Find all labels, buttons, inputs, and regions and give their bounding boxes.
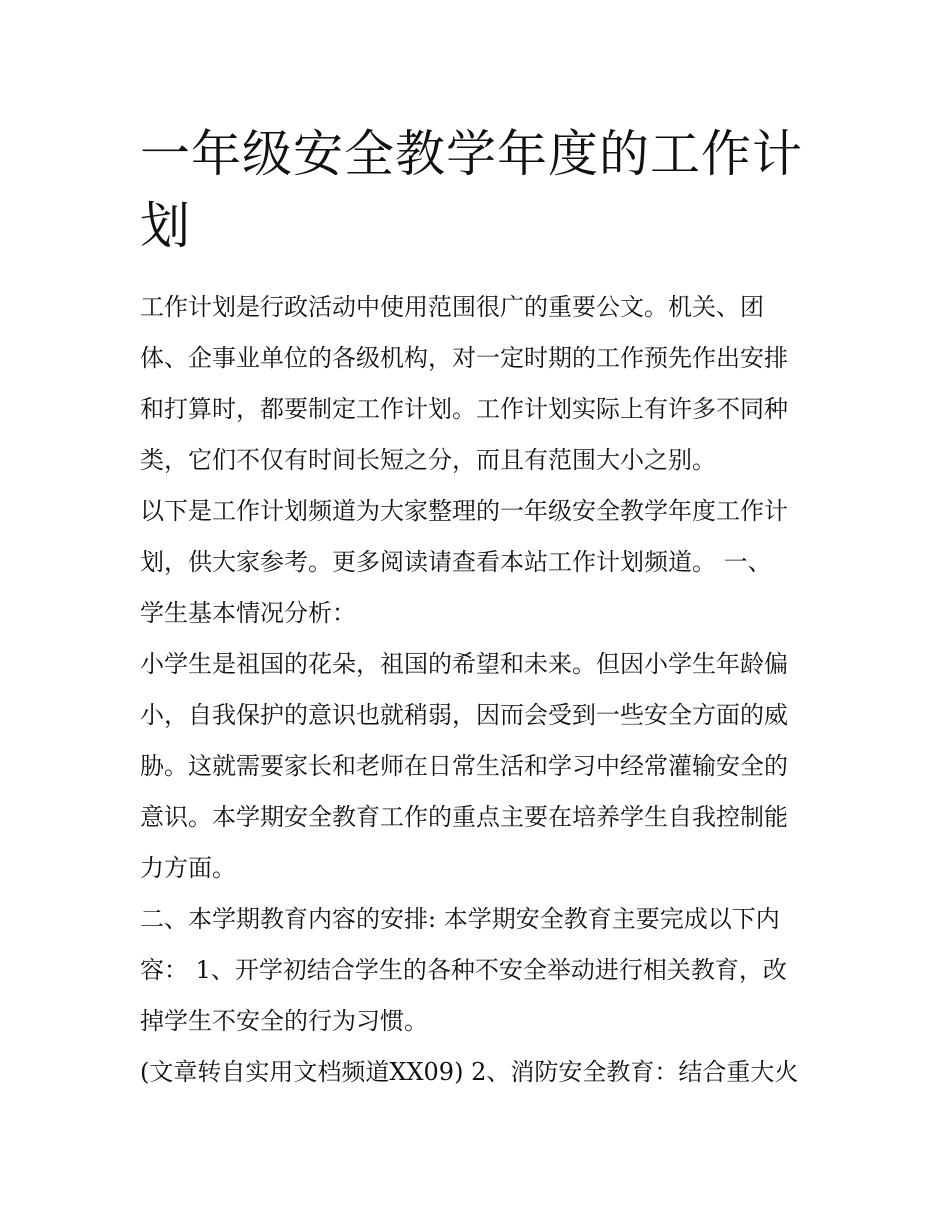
body-line: 二、本学期教育内容的安排: 本学期安全教育主要完成以下内 [140,905,780,933]
body-line: 学生基本情况分析： [140,599,356,627]
body-line: 胁。这就需要家长和老师在日常生活和学习中经常灌输安全的 [140,752,788,780]
document-title [140,118,820,262]
body-line: (文章转自实用文档频道XX09) 2、消防安全教育：结合重大火 [140,1058,799,1086]
title-line: 划 [140,197,191,255]
body-line: 划，供大家参考。更多阅读请查看本站工作计划频道。 一、 [140,548,772,576]
body-line: 小，自我保护的意识也就稍弱，因而会受到一些安全方面的威 [140,701,788,729]
body-line: 小学生是祖国的花朵，祖国的希望和未来。但因小学生年龄偏 [140,650,788,678]
body-line: 和打算时，都要制定工作计划。工作计划实际上有许多不同种 [140,395,788,423]
body-line: 工作计划是行政活动中使用范围很广的重要公文。机关、团 [140,293,764,321]
body-line: 体、企事业单位的各级机构，对一定时期的工作预先作出安排 [140,344,788,372]
body-line: 力方面。 [140,854,236,882]
body-line: 意识。本学期安全教育工作的重点主要在培养学生自我控制能 [140,803,788,831]
body-line: 容： 1、开学初结合学生的各种不安全举动进行相关教育，改 [140,956,787,984]
body-line: 类，它们不仅有时间长短之分，而且有范围大小之别。 [140,446,716,474]
document-body [140,282,816,1098]
body-line: 掉学生不安全的行为习惯。 [140,1007,428,1035]
title-line: 一年级安全教学年度的工作计 [140,125,803,183]
body-line: 以下是工作计划频道为大家整理的一年级安全教学年度工作计 [140,497,788,525]
